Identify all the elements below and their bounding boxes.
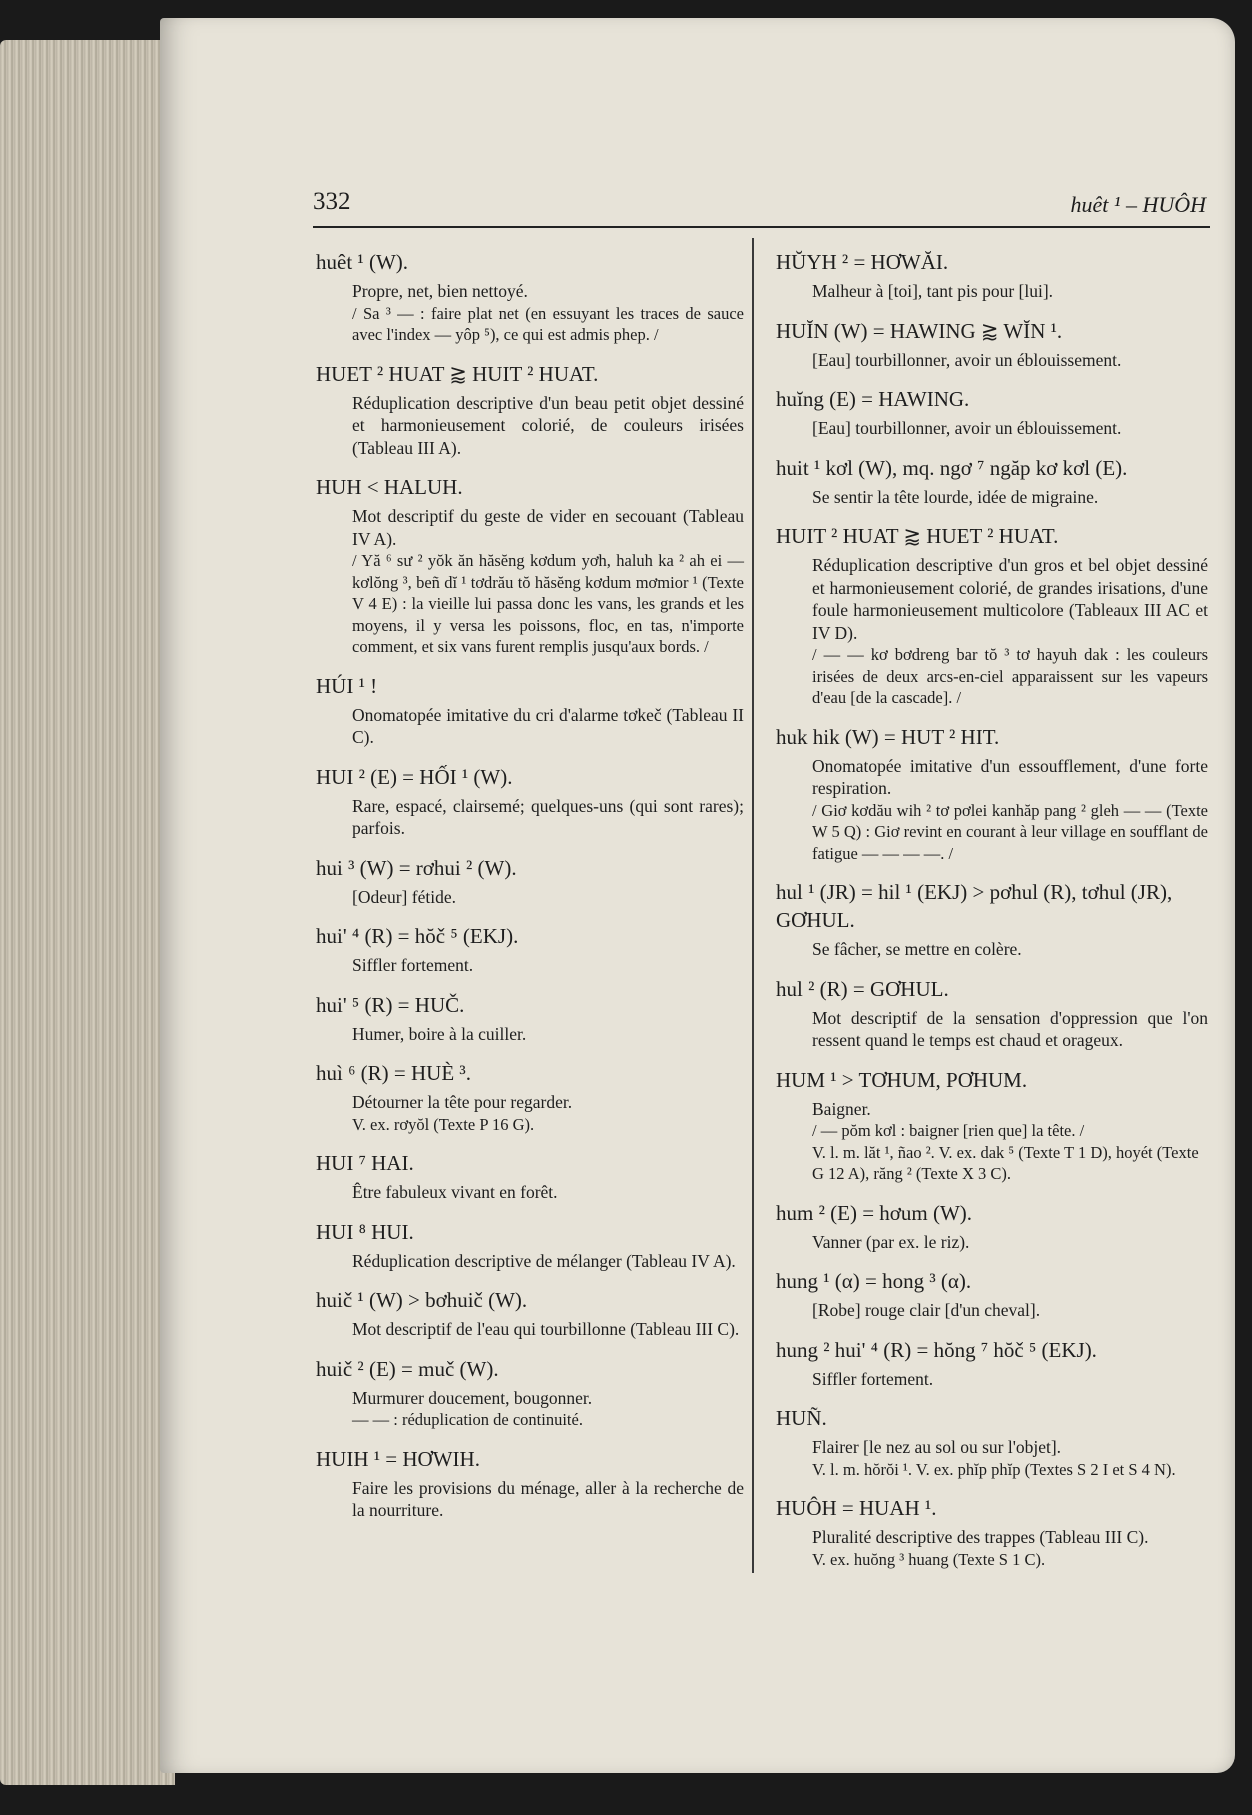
entry-headword: HUÑ. <box>776 1406 827 1430</box>
dictionary-entry <box>776 454 1208 509</box>
entry-definition: Mot descriptif de la sensation d'oppression que l'on ressent quand le temps est chaud et orageux. <box>812 1007 1208 1050</box>
entry-definition: Faire les provisions du ménage, aller à la recherche de la nourriture. <box>352 1477 744 1520</box>
entry-headword: HUI ⁷ HAI. <box>316 1151 414 1175</box>
right-column <box>776 248 1208 1584</box>
dictionary-entry <box>776 1336 1208 1391</box>
entry-headword: HUET ² HUAT ⪆ HUIT ² HUAT. <box>316 361 599 386</box>
dictionary-entry <box>316 1059 744 1135</box>
entry-definition: Humer, boire à la cuiller. <box>352 1023 527 1044</box>
entry-definition: Mot descriptif de l'eau qui tourbillonne (Tableau III C). <box>352 1319 740 1339</box>
page-number: 332 <box>313 188 351 215</box>
entry-definition: Vanner (par ex. le riz). <box>812 1231 970 1252</box>
entry-headword: HUI ⁸ HUI. <box>316 1219 414 1244</box>
entry-headword: hui' ⁴ (R) = hŏč ⁵ (EKJ). <box>316 924 519 948</box>
dictionary-entry <box>776 1199 1208 1254</box>
entry-example: / Giơ kơdău wih ² tơ pơlei kanhăp pang ² gleh — — (Texte W 5 Q) : Giơ revint en courant à leur village en soufflant de fatigue — — — —. / <box>812 800 1208 863</box>
entry-definition: Réduplication descriptive d'un gros et bel objet dessiné et harmonieusement colorié, de grandes irisations, d'une foule harmonieusement multicolore (Tableaux III AC et IV D). <box>812 555 1208 643</box>
entry-headword: HUĬN (W) = HAWING ⪆ WĬN ¹. <box>776 318 1063 343</box>
dictionary-entry <box>316 991 744 1046</box>
entry-definition: Être fabuleux vivant en forêt. <box>352 1182 558 1202</box>
dictionary-entry <box>316 1355 744 1431</box>
dictionary-entry <box>316 763 744 840</box>
entry-headword: HŬYH ² = HƠWĂI. <box>776 250 949 274</box>
running-head: huêt ¹ – HUÔH <box>1070 192 1206 217</box>
entry-headword: hui ³ (W) = rơhui ² (W). <box>316 855 517 880</box>
page-header <box>313 184 1210 228</box>
entry-headword: huič ¹ (W) > bơhuič (W). <box>316 1288 528 1312</box>
entry-example: / — pŏm kơl : baigner [rien que] la tête. / <box>812 1121 1085 1140</box>
entry-headword: huì ⁶ (R) = HUÈ ³. <box>316 1061 471 1085</box>
entry-definition: Onomatopée imitative d'un essoufflement, d'une forte respiration. <box>812 755 1208 798</box>
dictionary-entry <box>316 1445 744 1522</box>
entry-example: / Yă ⁶ sư ² yŏk ăn hăsĕng kơdum yơh, haluh ka ² ah ei — kơlŏng ³, beñ dĭ ¹ tơdrău tŏ hăsĕng kơdum mơmior ¹ (Texte V 4 E) : la vieille lui passa donc les vans, les grands et les moyens, il y versa les poissons, floc, en tas, n'importe comment, et six vans furent remplis jusqu'aux bords. / <box>352 551 744 656</box>
entry-headword: huêt ¹ (W). <box>316 250 409 274</box>
entry-headword: hum ² (E) = hơum (W). <box>776 1200 973 1225</box>
page-stack-edges <box>0 40 175 1785</box>
dictionary-entry <box>316 922 744 977</box>
entry-definition: Malheur à [toi], tant pis pour [lui]. <box>812 281 1054 301</box>
entry-definition: Propre, net, bien nettoyé. <box>352 281 528 301</box>
dictionary-entry <box>316 1286 744 1341</box>
dictionary-entry <box>316 1149 744 1204</box>
entry-reference: V. ex. rơyŏl (Texte P 16 G). <box>352 1114 535 1134</box>
entry-definition: Détourner la tête pour regarder. <box>352 1092 573 1112</box>
dictionary-entry <box>776 1066 1208 1185</box>
entry-example: — — : réduplication de continuité. <box>352 1410 583 1429</box>
entry-headword: HÚI ¹ ! <box>316 673 378 698</box>
entry-headword: hul ¹ (JR) = hil ¹ (EKJ) > pơhul (R), tơhul (JR), GƠHUL. <box>776 880 1173 932</box>
dictionary-entry <box>316 473 744 658</box>
entry-headword: HUI ² (E) = HỐI ¹ (W). <box>316 764 513 789</box>
entry-headword: hui' ⁵ (R) = HUČ. <box>316 992 465 1017</box>
entry-definition: Rare, espacé, clairsemé; quelques-uns (qui sont rares); parfois. <box>352 795 744 838</box>
entry-headword: HUH < HALUH. <box>316 475 463 499</box>
entry-headword: hul ² (R) = GƠHUL. <box>776 976 949 1001</box>
dictionary-entry <box>316 854 744 909</box>
entry-definition: Se sentir la tête lourde, idée de migraine. <box>812 486 1099 507</box>
entry-definition: Flairer [le nez au sol ou sur l'objet]. <box>812 1437 1062 1457</box>
entry-reference: V. ex. huŏng ³ huang (Texte S 1 C). <box>812 1549 1046 1569</box>
dictionary-entry <box>776 1494 1208 1570</box>
entry-definition: [Eau] tourbillonner, avoir un éblouissement. <box>812 349 1122 370</box>
entry-headword: hung ¹ (α) = hong ³ (α). <box>776 1269 972 1293</box>
entry-headword: hung ² hui' ⁴ (R) = hŏng ⁷ hŏč ⁵ (EKJ). <box>776 1337 1097 1362</box>
dictionary-entry <box>776 1267 1208 1322</box>
dictionary-entry <box>316 360 744 460</box>
entry-headword: huĭng (E) = HAWING. <box>776 387 970 411</box>
entry-headword: HUM ¹ > TƠHUM, PƠHUM. <box>776 1067 1028 1092</box>
entry-definition: Onomatopée imitative du cri d'alarme tơkeč (Tableau II C). <box>352 704 744 747</box>
entry-definition: Réduplication descriptive de mélanger (Tableau IV A). <box>352 1250 736 1271</box>
entry-definition: Siffler fortement. <box>812 1368 934 1389</box>
entry-headword: huit ¹ kơl (W), mq. ngơ ⁷ ngăp kơ kơl (E). <box>776 455 1128 480</box>
dictionary-entry <box>776 317 1208 372</box>
column-divider <box>752 238 754 1573</box>
dictionary-entry <box>776 878 1208 961</box>
dictionary-entry <box>776 385 1208 440</box>
entry-definition: Siffler fortement. <box>352 955 474 975</box>
entry-definition: Baigner. <box>812 1098 871 1119</box>
entry-reference: V. l. m. hŏrŏi ¹. V. ex. phĭp phĭp (Textes S 2 I et S 4 N). <box>812 1459 1176 1479</box>
dictionary-entry <box>776 1404 1208 1480</box>
entry-headword: HUIT ² HUAT ⪆ HUET ² HUAT. <box>776 524 1059 548</box>
entry-headword: HUIH ¹ = HƠWIH. <box>316 1446 480 1471</box>
dictionary-entry <box>776 723 1208 865</box>
entry-definition: [Odeur] fétide. <box>352 886 456 907</box>
entry-headword: huič ² (E) = muč (W). <box>316 1356 499 1381</box>
dictionary-entry <box>316 248 744 346</box>
dictionary-entry <box>316 1218 744 1273</box>
entry-definition: Réduplication descriptive d'un beau petit objet dessiné et harmonieusement colorié, de couleurs irisées (Tableau III A). <box>352 392 744 458</box>
dictionary-entry <box>776 975 1208 1052</box>
entry-definition: [Robe] rouge clair [d'un cheval]. <box>812 1300 1041 1320</box>
entry-definition: Pluralité descriptive des trappes (Tableau III C). <box>812 1527 1149 1547</box>
entry-example: / — — kơ bơdreng bar tŏ ³ tơ hayuh dak : les couleurs irisées de deux arcs-en-ciel apparaissent sur les vapeurs d'eau [de la cascade]. / <box>812 645 1208 707</box>
dictionary-entry <box>776 248 1208 303</box>
entry-headword: HUÔH = HUAH ¹. <box>776 1496 937 1520</box>
entry-reference: V. l. m. lăt ¹, ñao ². V. ex. dak ⁵ (Texte T 1 D), hoyét (Texte G 12 A), răng ² (Texte X 3 C). <box>812 1142 1199 1183</box>
entry-definition: [Eau] tourbillonner, avoir un éblouissement. <box>812 418 1122 438</box>
entry-headword: huk hik (W) = HUT ² HIT. <box>776 724 1000 749</box>
entry-definition: Murmurer doucement, bougonner. <box>352 1387 593 1408</box>
entry-definition: Se fâcher, se mettre en colère. <box>812 939 1022 959</box>
left-column <box>316 248 744 1536</box>
dictionary-entry <box>316 672 744 749</box>
dictionary-entry <box>776 522 1208 709</box>
entry-example: / Sa ³ — : faire plat net (en essuyant les traces de sauce avec l'index — yôp ⁵), ce qui est admis phep. / <box>352 303 744 344</box>
entry-definition: Mot descriptif du geste de vider en secouant (Tableau IV A). <box>352 506 744 549</box>
